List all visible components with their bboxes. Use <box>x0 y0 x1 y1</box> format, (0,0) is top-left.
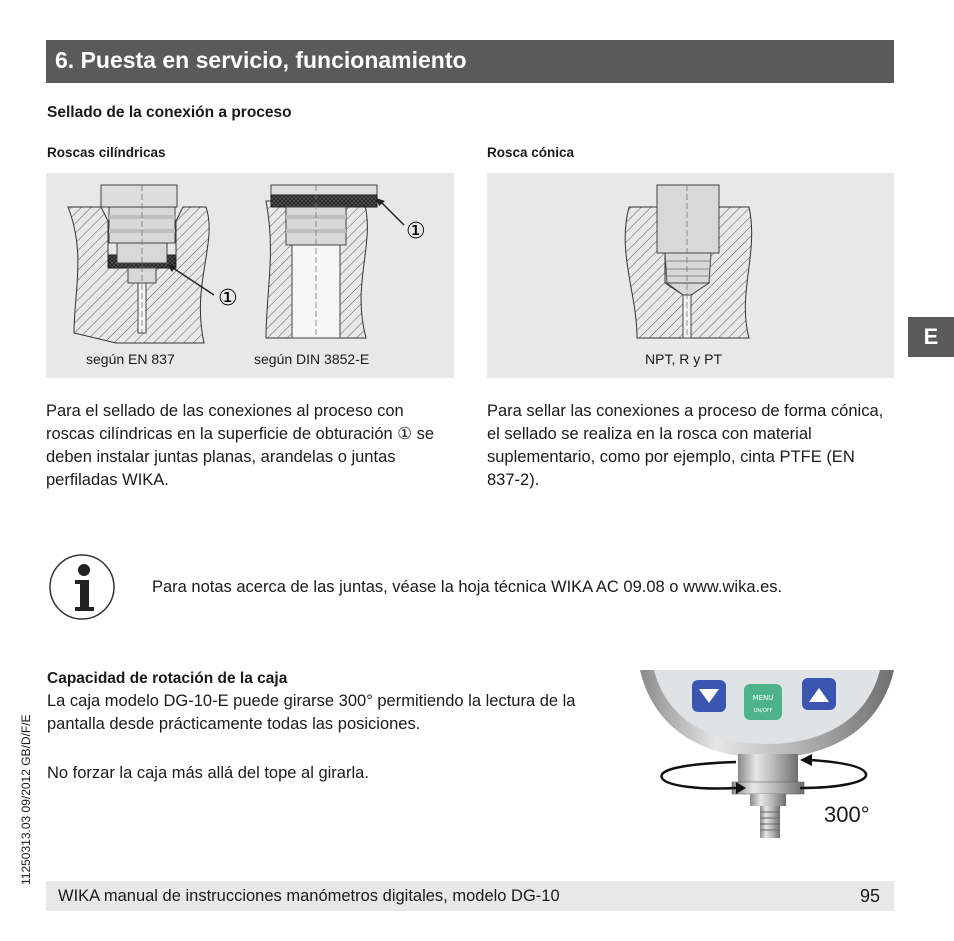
cylindrical-thread-figure <box>46 173 454 378</box>
info-icon <box>48 553 116 621</box>
marker-1-left: ① <box>218 286 238 311</box>
document-code: 11250313.03 09/2012 GB/D/F/E <box>19 714 33 885</box>
rotation-warning: No forzar la caja más allá del tope al girarla. <box>47 764 369 782</box>
gauge-rotation-figure <box>640 670 894 868</box>
marker-1-right: ① <box>406 219 426 244</box>
rotation-text: La caja modelo DG-10-E puede girarse 300° permitiendo la lectura de la pantalla desde prácticamente todas las posiciones. <box>47 692 576 733</box>
footer <box>46 881 894 911</box>
footer-text: WIKA manual de instrucciones manómetros digitales, modelo DG-10 <box>58 887 560 905</box>
onoff-label: ON/OFF <box>753 708 773 714</box>
conical-label: Rosca cónica <box>487 145 575 160</box>
caption-npt: NPT, R y PT <box>645 351 723 367</box>
rotation-angle-label: 300° <box>824 802 870 827</box>
caption-din3852: según DIN 3852-E <box>254 351 370 367</box>
section-header <box>46 40 894 83</box>
cylindrical-label: Roscas cilíndricas <box>47 145 166 160</box>
info-note-text: Para notas acerca de las juntas, véase la hoja técnica WIKA AC 09.08 o www.wika.es. <box>152 578 783 596</box>
cylindrical-thread-drawing <box>46 173 454 378</box>
caption-en837: según EN 837 <box>86 351 175 367</box>
menu-onoff-button <box>744 684 782 720</box>
sealing-heading: Sellado de la conexión a proceso <box>47 104 292 121</box>
language-tab: E <box>908 317 954 357</box>
page-number: 95 <box>859 886 880 906</box>
conical-thread-figure <box>487 173 894 378</box>
conical-text: Para sellar las conexiones a proceso de forma cónica, el sellado se realiza en la rosca con material suplementario, como por ejemplo, cinta PTFE (EN 837-2). <box>487 402 884 489</box>
rotation-heading: Capacidad de rotación de la caja <box>47 670 288 687</box>
cylindrical-text: Para el sellado de las conexiones al proceso con roscas cilíndricas en la superficie de obturación ① se deben instalar juntas planas, arandelas o juntas perfiladas WIKA. <box>46 402 435 489</box>
gauge-photo <box>640 670 894 868</box>
section-title: 6. Puesta en servicio, funcionamiento <box>55 47 467 73</box>
conical-thread-drawing <box>487 173 894 378</box>
menu-label: MENU <box>752 694 774 702</box>
